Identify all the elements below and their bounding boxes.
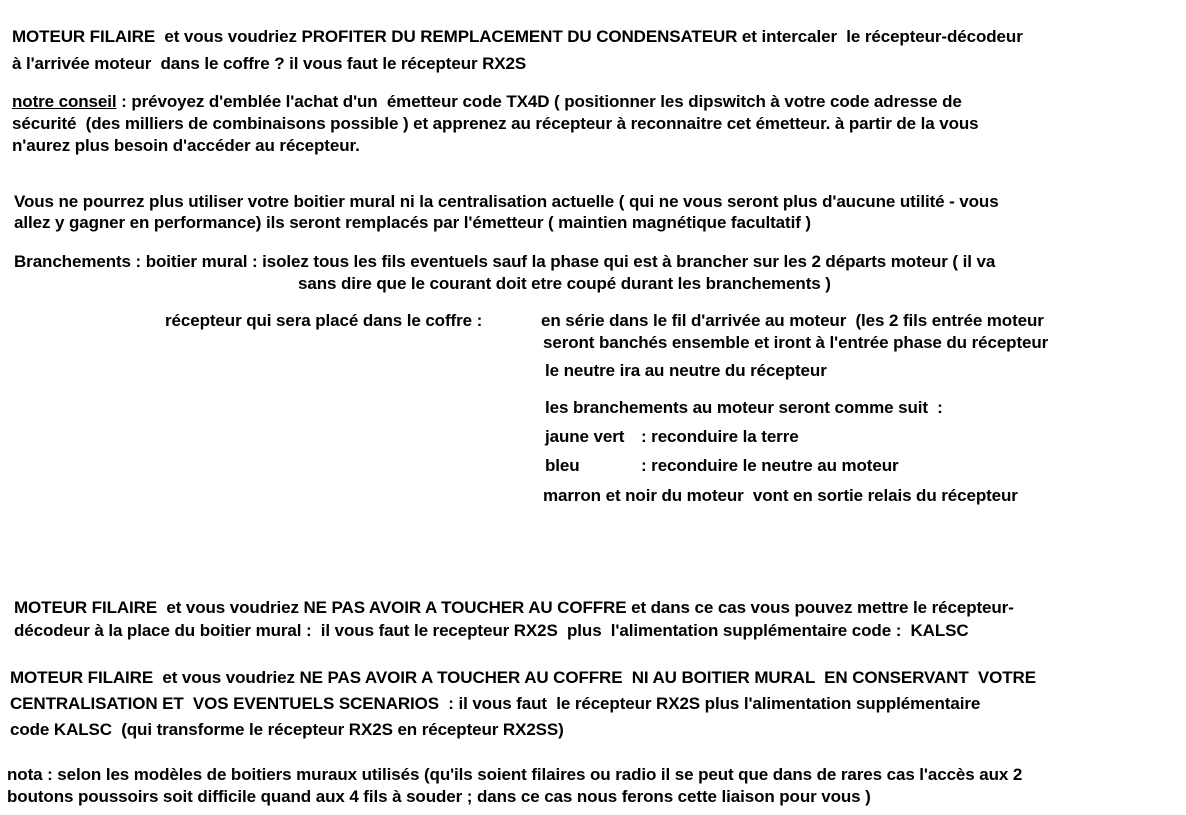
- recepteur-line2: seront banchés ensemble et iront à l'entrée phase du récepteur: [543, 333, 1049, 352]
- boitier-line2: allez y gagner en performance) ils seront remplacés par l'émetteur ( maintien magnétique facultatif ): [14, 213, 811, 232]
- block1-line2: à l'arrivée moteur dans le coffre ? il vous faut le récepteur RX2S: [12, 54, 527, 73]
- conseil-line1-text: : prévoyez d'emblée l'achat d'un émetteur code TX4D ( positionner les dipswitch à votre code adresse de: [116, 92, 962, 111]
- conseil-line1: [12, 91, 962, 113]
- block1-line1: MOTEUR FILAIRE et vous voudriez PROFITER DU REMPLACEMENT DU CONDENSATEUR et intercaler le récepteur-décodeur: [12, 27, 1023, 46]
- jaune-vert-label: jaune vert: [545, 427, 625, 446]
- marron-line: marron et noir du moteur vont en sortie relais du récepteur: [543, 486, 1018, 505]
- jaune-vert-value: : reconduire la terre: [641, 427, 799, 446]
- conseil-label: notre conseil: [12, 92, 117, 111]
- block3-line2: CENTRALISATION ET VOS EVENTUELS SCENARIOS : il vous faut le récepteur RX2S plus l'alimentation supplémentaire: [10, 694, 981, 713]
- conseil-line2: sécurité (des milliers de combinaisons possible ) et apprenez au récepteur à reconnaitre cet émetteur. à partir de la vous: [12, 114, 979, 133]
- branchements-line1: Branchements : boitier mural : isolez tous les fils eventuels sauf la phase qui est à brancher sur les 2 départs moteur ( il va: [14, 252, 996, 271]
- recepteur-line1: en série dans le fil d'arrivée au moteur (les 2 fils entrée moteur: [541, 311, 1044, 330]
- boitier-line1: Vous ne pourrez plus utiliser votre boitier mural ni la centralisation actuelle ( qui ne vous seront plus d'aucune utilité - vous: [14, 192, 999, 211]
- recepteur-line4: les branchements au moteur seront comme suit :: [545, 398, 943, 417]
- block2-line2: décodeur à la place du boitier mural : il vous faut le recepteur RX2S plus l'alimentation supplémentaire code : KALSC: [14, 621, 969, 640]
- bleu-label: bleu: [545, 456, 580, 475]
- recepteur-line3: le neutre ira au neutre du récepteur: [545, 361, 827, 380]
- conseil-line3: n'aurez plus besoin d'accéder au récepteur.: [12, 136, 360, 155]
- branchements-line2: sans dire que le courant doit etre coupé durant les branchements ): [298, 274, 831, 293]
- recepteur-label: récepteur qui sera placé dans le coffre :: [165, 311, 483, 330]
- nota-line1: nota : selon les modèles de boitiers muraux utilisés (qu'ils soient filaires ou radio il se peut que dans de rares cas l'accès aux 2: [7, 765, 1023, 784]
- nota-line2: boutons poussoirs soit difficile quand aux 4 fils à souder ; dans ce cas nous ferons cette liaison pour vous ): [7, 787, 871, 806]
- block3-line3: code KALSC (qui transforme le récepteur RX2S en récepteur RX2SS): [10, 720, 564, 739]
- block3-line1: MOTEUR FILAIRE et vous voudriez NE PAS AVOIR A TOUCHER AU COFFRE NI AU BOITIER MURAL EN CONSERVANT VOTRE: [10, 668, 1036, 687]
- block2-line1: MOTEUR FILAIRE et vous voudriez NE PAS AVOIR A TOUCHER AU COFFRE et dans ce cas vous pouvez mettre le récepteur-: [14, 598, 1014, 617]
- bleu-value: : reconduire le neutre au moteur: [641, 456, 899, 475]
